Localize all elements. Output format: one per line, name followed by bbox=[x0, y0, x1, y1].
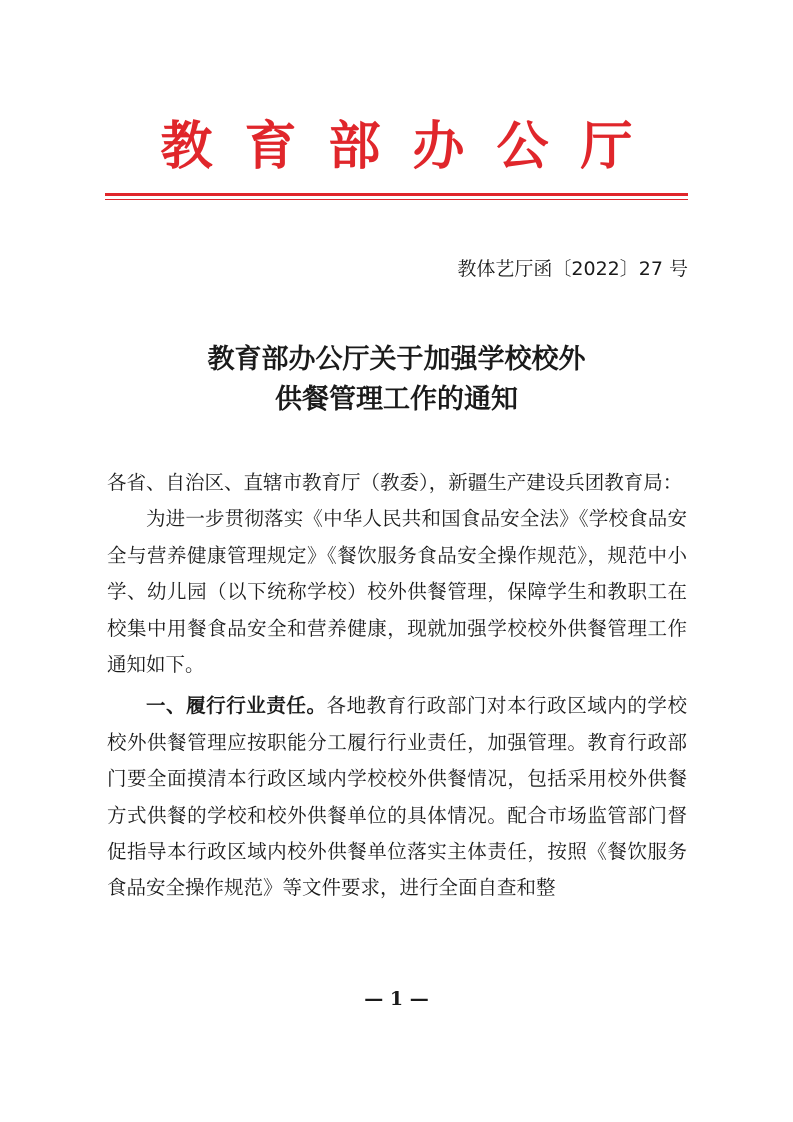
document-body bbox=[107, 465, 687, 907]
section-1-paragraph bbox=[107, 688, 687, 906]
page-number: — 1 — bbox=[364, 988, 429, 1010]
document-title bbox=[0, 340, 793, 420]
issuer-header: 教育部办公厅 bbox=[160, 116, 665, 177]
document-title-line2: 供餐管理工作的通知 bbox=[275, 384, 518, 415]
document-title-line1: 教育部办公厅关于加强学校校外 bbox=[207, 344, 586, 375]
document-number: 教体艺厅函〔2022〕27 号 bbox=[457, 258, 688, 280]
red-divider-thick bbox=[105, 193, 688, 196]
addressee: 各省、自治区、直辖市教育厅（教委），新疆生产建设兵团教育局： bbox=[107, 471, 683, 494]
intro-paragraph: 为进一步贯彻落实《中华人民共和国食品安全法》《学校食品安全与营养健康管理规定》《餐饮服务食品安全操作规范》，规范中小学、幼儿园（以下统称学校）校外供餐管理，保障学生和教职工在校集中用餐食品安全和营养健康，现就加强学校校外供餐管理工作通知如下。 bbox=[107, 507, 687, 677]
section-1-heading: 一、履行行业责任。 bbox=[146, 694, 327, 718]
red-divider-thin bbox=[105, 199, 688, 200]
section-1-text: 各地教育行政部门对本行政区域内的学校校外供餐管理应按职能分工履行行业责任，加强管理。教育行政部门要全面摸清本行政区域内学校校外供餐情况，包括采用校外供餐方式供餐的学校和校外供餐单位的具体情况。配合市场监管部门督促指导本行政区域内校外供餐单位落实主体责任，按照《餐饮服务食品安全操作规范》等文件要求，进行全面自查和整 bbox=[107, 694, 687, 900]
